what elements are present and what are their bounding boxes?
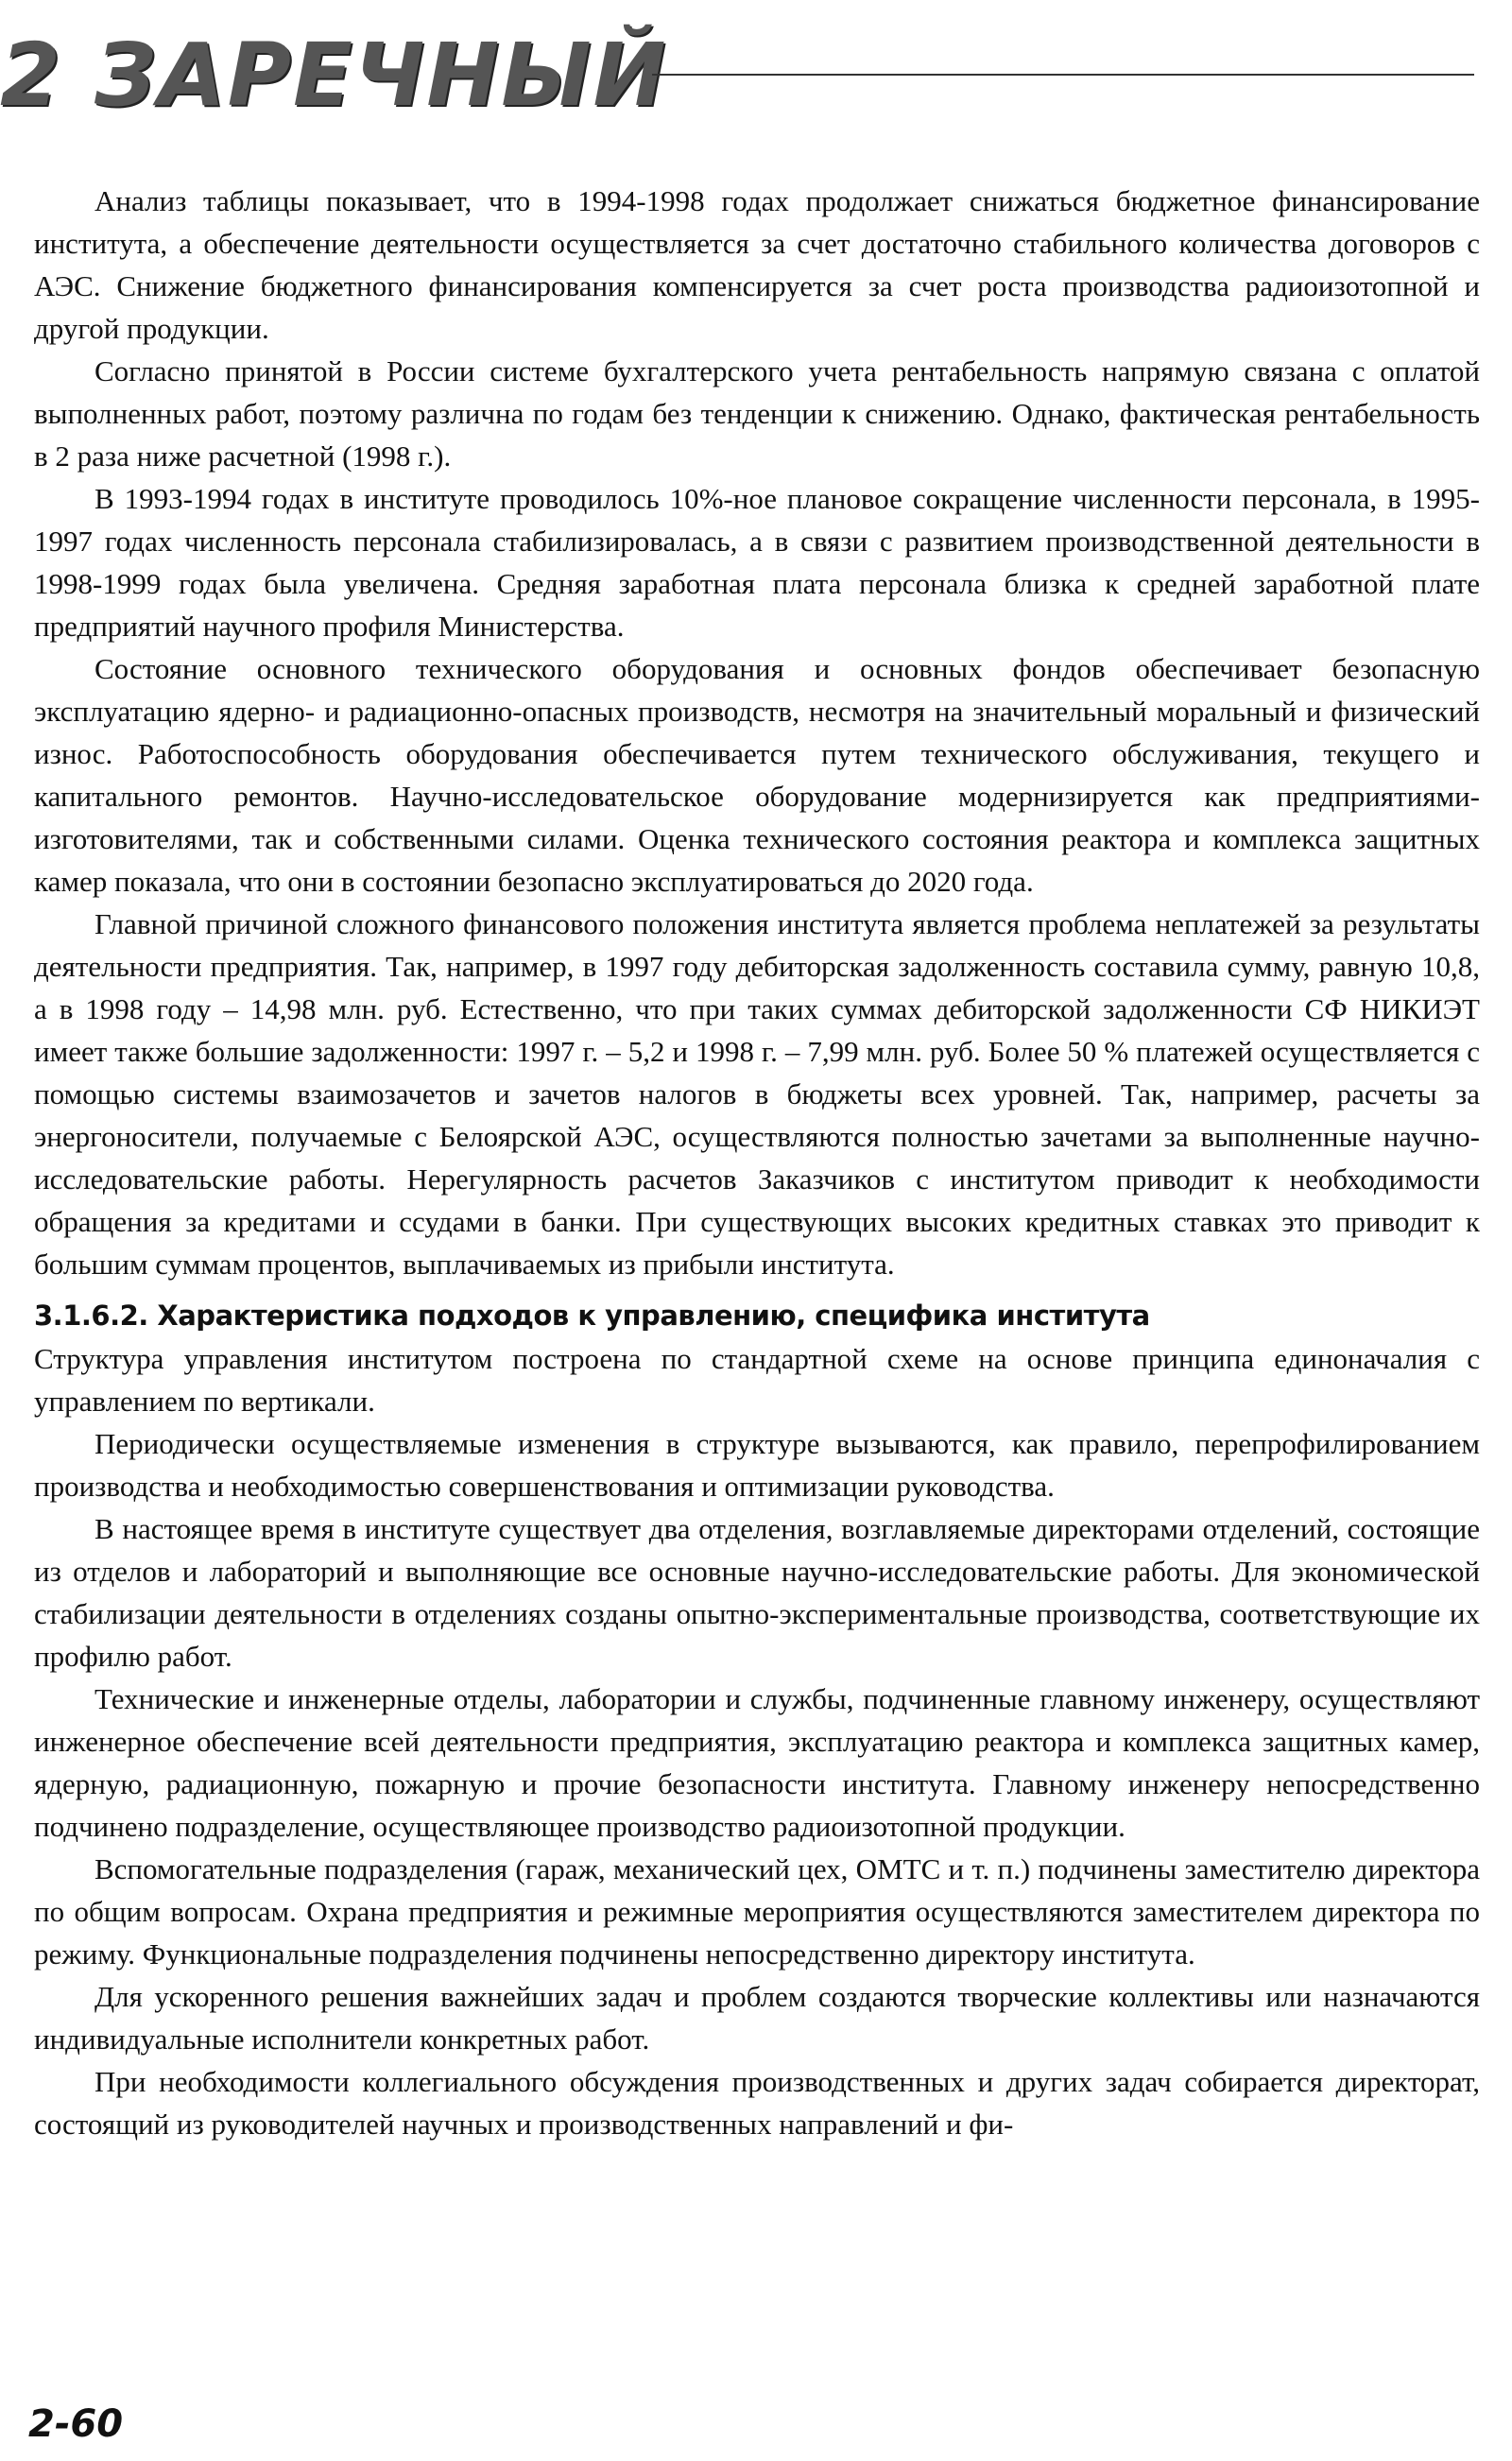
- page-number: 2-60: [28, 2402, 124, 2446]
- paragraph: При необходимости коллегиального обсуждения производственных и других задач собирается директорат, состоящий из руководителей научных и производственных направлений и фи-: [34, 2065, 1480, 2141]
- paragraph: Анализ таблицы показывает, что в 1994-1998 годах продолжает снижаться бюджетное финансирование института, а обеспечение деятельности осуществляется за счет достаточно стабильного количества договоров с АЭС. Снижение бюджетного финансирования компенсируется за счет роста производства радиоизотопной и другой продукции.: [34, 184, 1480, 345]
- header-rule: [652, 74, 1474, 76]
- paragraph: В настоящее время в институте существует два отделения, возглавляемые директорами отделений, состоящие из отделов и лабораторий и выполняющие все основные научно-исследовательские работы. Для экономической стабилизации деятельности в отделениях созданы опытно-экспериментальные производства, соответствующие их профилю работ.: [34, 1512, 1480, 1673]
- chapter-title: 2 ЗАРЕЧНЫЙ: [0, 25, 668, 126]
- paragraph: Для ускоренного решения важнейших задач и проблем создаются творческие коллективы или назначаются индивидуальные исполнители конкретных работ.: [34, 1980, 1480, 2056]
- section-heading: 3.1.6.2. Характеристика подходов к управлению, специфика института: [34, 1299, 1150, 1332]
- paragraph: Главной причиной сложного финансового положения института является проблема неплатежей за результаты деятельности предприятия. Так, например, в 1997 году дебиторская задолженность составила сумму, равную 10,8, а в 1998 году – 14,98 млн. руб. Естественно, что при таких суммах дебиторской задолженности СФ НИКИЭТ имеет также большие задолженности: 1997 г. – 5,2 и 1998 г. – 7,99 млн. руб. Более 50 % платежей осуществляется с помощью системы взаимозачетов и зачетов налогов в бюджеты всех уровней. Так, например, расчеты за энергоносители, получаемые с Белоярской АЭС, осуществляются полностью зачетами за выполненные научно-исследовательские работы. Нерегулярность расчетов Заказчиков с институтом приводит к необходимости обращения за кредитами и ссудами в банки. При существующих высоких кредитных ставках это приводит к большим суммам процентов, выплачиваемых из прибыли института.: [34, 907, 1480, 1281]
- paragraph: Состояние основного технического оборудования и основных фондов обеспечивает безопасную эксплуатацию ядерно- и радиационно-опасных производств, несмотря на значительный моральный и физический износ. Работоспособность оборудования обеспечивается путем технического обслуживания, текущего и капитального ремонтов. Научно-исследовательское оборудование модернизируется как предприятиями-изготовителями, так и собственными силами. Оценка технического состояния реактора и комплекса защитных камер показала, что они в состоянии безопасно эксплуатироваться до 2020 года.: [34, 652, 1480, 898]
- paragraph: Вспомогательные подразделения (гараж, механический цех, ОМТС и т. п.) подчинены заместителю директора по общим вопросам. Охрана предприятия и режимные мероприятия осуществляются заместителем директора по режиму. Функциональные подразделения подчинены непосредственно директору института.: [34, 1852, 1480, 1971]
- paragraph: В 1993-1994 годах в институте проводилось 10%-ное плановое сокращение численности персонала, в 1995-1997 годах численность персонала стабилизировалась, а в связи с развитием производственной деятельности в 1998-1999 годах была увеличена. Средняя заработная плата персонала близка к средней заработной плате предприятий научного профиля Министерства.: [34, 482, 1480, 643]
- paragraph: Технические и инженерные отделы, лаборатории и службы, подчиненные главному инженеру, осуществляют инженерное обеспечение всей деятельности предприятия, эксплуатацию реактора и комплекса защитных камер, ядерную, радиационную, пожарную и прочие безопасности института. Главному инженеру непосредственно подчинено подразделение, осуществляющее производство радиоизотопной продукции.: [34, 1682, 1480, 1843]
- body-text: [34, 180, 1480, 2145]
- paragraph: Структура управления институтом построена по стандартной схеме на основе принципа единоначалия с управлением по вертикали.: [34, 1342, 1480, 1418]
- running-header: [0, 25, 1512, 132]
- paragraph: Периодически осуществляемые изменения в структуре вызываются, как правило, перепрофилированием производства и необходимостью совершенствования и оптимизации руководства.: [34, 1427, 1480, 1503]
- paragraph: Согласно принятой в России системе бухгалтерского учета рентабельность напрямую связана с оплатой выполненных работ, поэтому различна по годам без тенденции к снижению. Однако, фактическая рентабельность в 2 раза ниже расчетной (1998 г.).: [34, 354, 1480, 473]
